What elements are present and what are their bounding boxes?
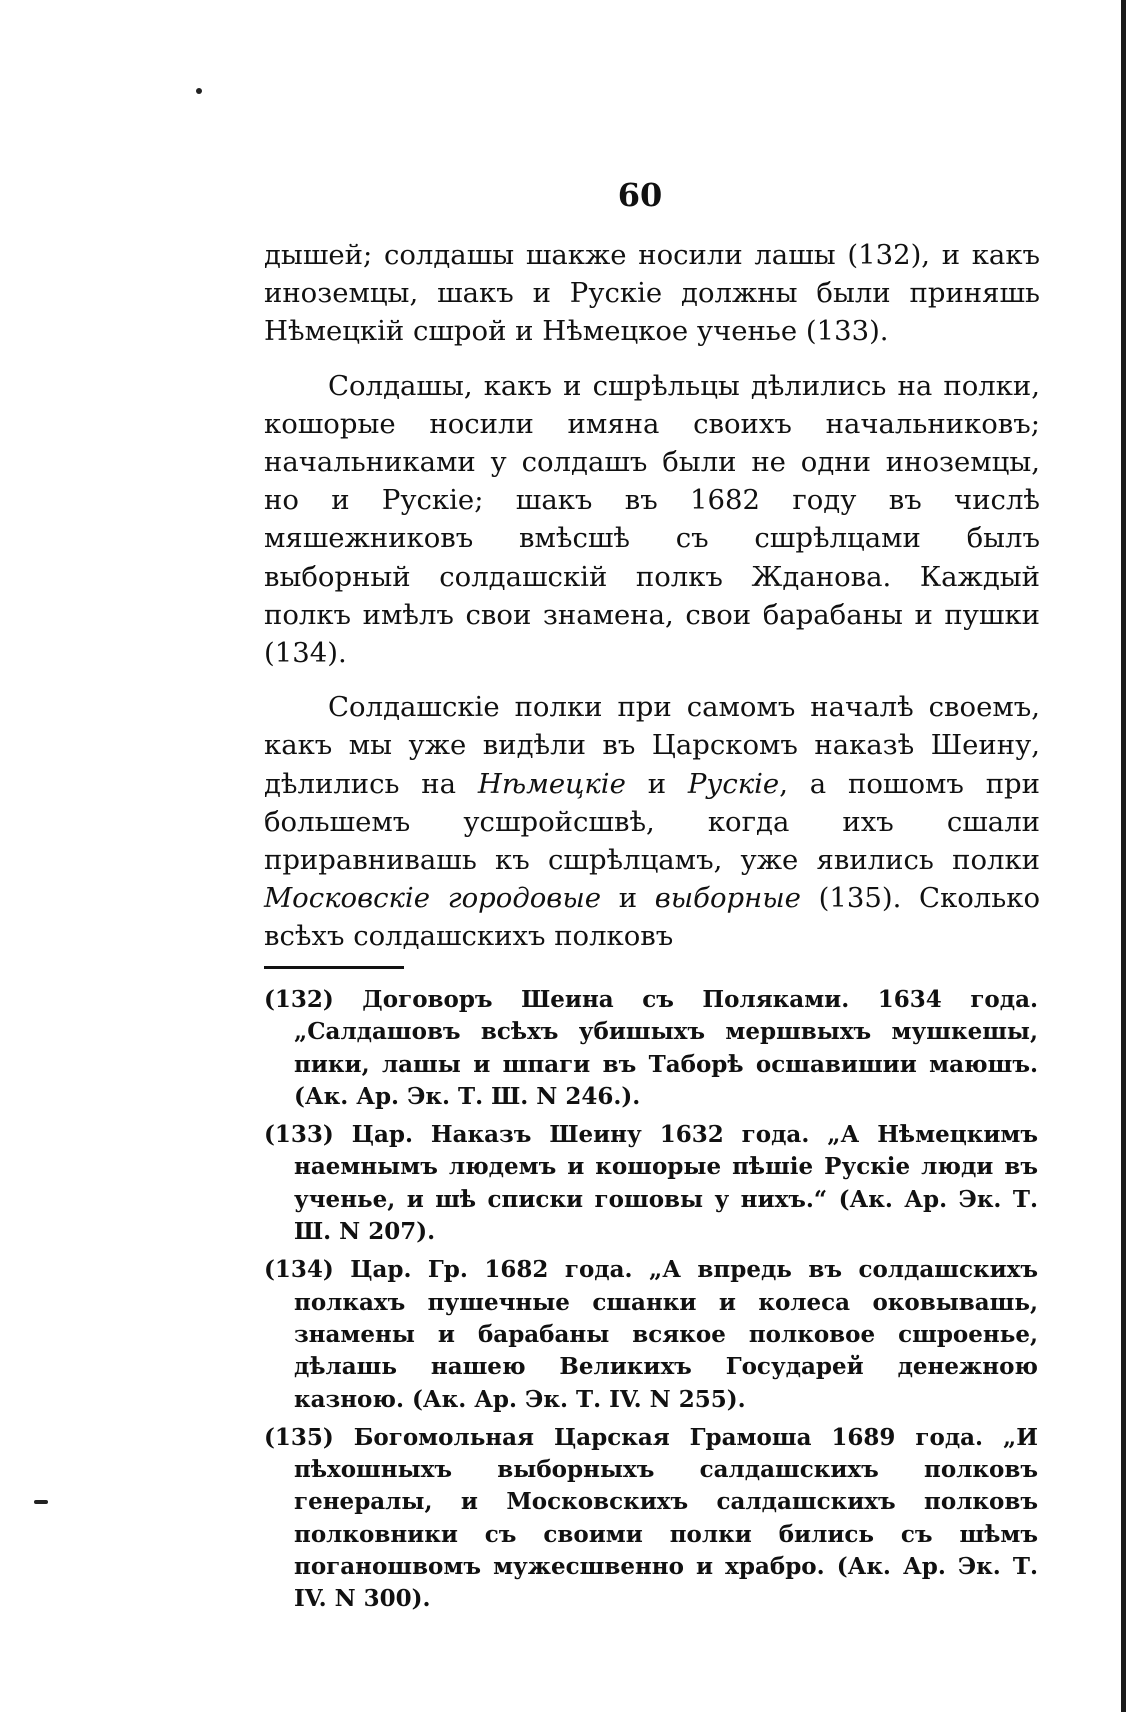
paragraph-2: Солдашы, какъ и сшрѣльцы дѣлились на полки, кошорые носили имяна своихъ начальниковъ; начальниками у солдашъ были не одни иноземцы, но и Рускіе; шакъ въ 1682 году въ числѣ мяшежниковъ вмѣсшѣ съ сшрѣлцами былъ выборный солдашскій полкъ Жданова. Каждый полкъ имѣлъ свои знамена, свои барабаны и пушки (134). (264, 369, 1040, 670)
footnotes (264, 984, 1038, 1622)
page-number: 60 (617, 176, 663, 214)
footnote-134: (134) Цар. Гр. 1682 года. „А впредь въ солдашскихъ полкахъ пушечные сшанки и колеса оковывашь, знамены и барабаны всякое полковое сшроенье, дѣлашь нашею Великихъ Государей денежною казною. (Ак. Ар. Эк. Т. IV. N 255). (264, 1256, 1038, 1413)
italic-term: Нѣмецкіе (477, 767, 626, 800)
page-edge-line (1121, 0, 1126, 1712)
italic-term: Московскіе городовые (264, 882, 601, 915)
paragraph-3-text: Солдашскіе полки при самомъ началѣ своемъ, какъ мы уже видѣли въ Царскомъ наказѣ Шеину, дѣлились на Нѣмецкіе и Рускіе, а пошомъ при большемъ усшройсшвѣ, когда ихъ сшали приравнивашь къ сшрѣлцамъ, уже явились полки Московскіе городовые и выборные (135). Сколько всѣхъ солдашскихъ полковъ (264, 691, 1040, 953)
footnote-divider (264, 966, 404, 969)
print-speck (196, 88, 202, 94)
paragraph-3 (264, 688, 1040, 955)
footnote-135: (135) Богомольная Царская Грамоша 1689 года. „И пѣхошныхъ выборныхъ салдашскихъ полковъ генералы, и Московскихъ салдашскихъ полковъ полковники съ своими полки бились съ шѣмъ поганошвомъ мужесшвенно и храбро. (Ак. Ар. Эк. Т. IV. N 300). (264, 1423, 1038, 1613)
main-text (264, 236, 1040, 972)
footnote-132: (132) Договоръ Шеина съ Поляками. 1634 года. „Салдашовъ всѣхъ убишыхъ мершвыхъ мушкешы, пики, лашы и шпаги въ Таборѣ осшавишии маюшъ. (Ак. Ар. Эк. Т. Ш. N 246.). (264, 986, 1038, 1110)
footnote-133: (133) Цар. Наказъ Шеину 1632 года. „А Нѣмецкимъ наемнымъ людемъ и кошорые пѣшіе Рускіе люди въ ученье, и шѣ списки гошовы у нихъ.“ (Ак. Ар. Эк. Т. Ш. N 207). (264, 1121, 1038, 1246)
italic-term: Рускіе (687, 767, 780, 800)
italic-term: выборные (654, 882, 801, 915)
paragraph-1: дышей; солдашы шакже носили лашы (132), и какъ иноземцы, шакъ и Рускіе должны были приняшь Нѣмецкій сшрой и Нѣмецкое ученье (133). (264, 239, 1040, 348)
print-speck (34, 1500, 48, 1504)
